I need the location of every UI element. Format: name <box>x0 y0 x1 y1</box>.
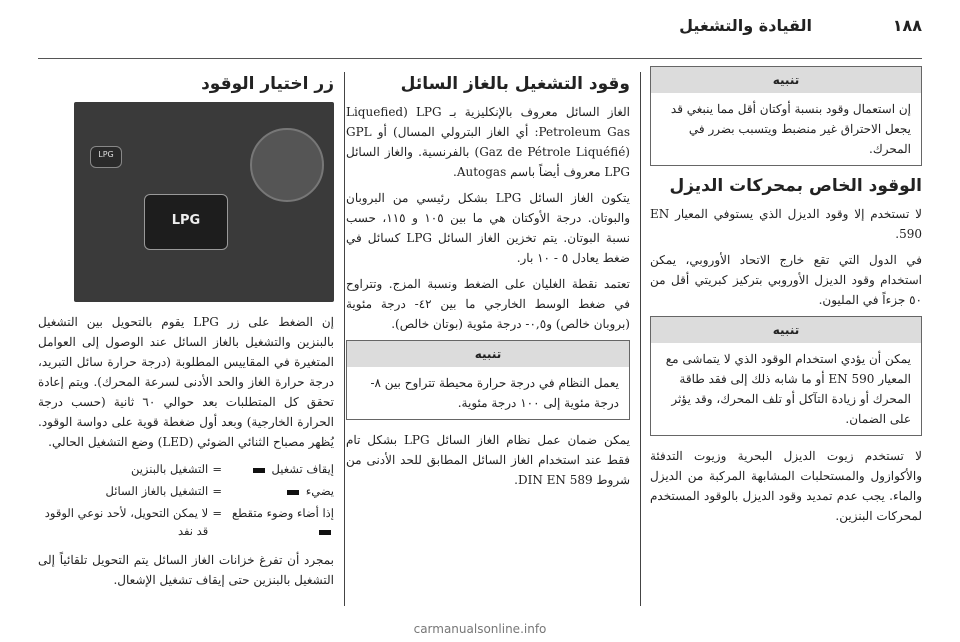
section-heading: وقود التشغيل بالغاز السائل <box>400 74 630 94</box>
lpg-button: LPG <box>144 194 228 250</box>
small-lpg-button: LPG <box>90 146 122 168</box>
note-title: تنبيه <box>651 67 921 93</box>
note-body: يعمل النظام في درجة حرارة محيطة تتراوح بين ٨- درجة مئوية إلى ١٠٠ درجة مئوية. <box>370 376 619 410</box>
column-divider <box>344 72 345 606</box>
paragraph: إن الضغط على زر LPG يقوم بالتحويل بين التشغيل بالبنزين والتشغيل بالغاز السائل عند الوصول إلى العوامل المتغيرة في المقاييس المطلوبة (درجة حرارة سائل التبريد، درجة حرارة الغاز والحد الأدنى لسرعة المحرك). ويتم إعادة تحقق كل المتطلبات بعد حوالي ٦٠ ثانية (حسب درجة الحرارة الخارجية) وبعد أول ضغطة قوية على دواسة الوقود. يُظهر مصباح الثنائي الضوئي (LED) وضع التشغيل الحالي. <box>38 315 334 449</box>
paragraph: في الدول التي تقع خارج الاتحاد الأوروبي، يمكن استخدام وقود الديزل الأوروبي بتركيز كبريتي أقل من ٥٠ جزءاً في المليون. <box>650 253 922 307</box>
note-title: تنبيه <box>347 341 629 367</box>
column-fuel-selector <box>38 66 334 610</box>
page-number: ١٨٨ <box>892 16 922 35</box>
led-icon <box>319 530 331 535</box>
led-state: إذا أضاء وضوء متقطع <box>226 502 334 542</box>
note-body: إن استعمال وقود بنسبة أوكتان أقل مما ينبغي قد يجعل الاحتراق غير منضبط ويتسبب بضرر في المحرك. <box>670 102 911 156</box>
paragraph: لا تستخدم إلا وقود الديزل الذي يستوفي المعيار EN 590. <box>650 207 922 241</box>
note-box <box>650 316 922 436</box>
paragraph: الغاز السائل معروف بالإنكليزية بـ LPG (Liquefied Petroleum Gas: أي الغاز البترولي المسال) أو GPL (Gaz de Pétrole Liquéfié) بالفرنسية. والغاز السائل LPG معروف أيضاً باسم Autogas. <box>346 105 630 179</box>
page-header <box>38 10 922 44</box>
table-row: إذا أضاء وضوء متقطع = لا يمكن التحويل، لأحد نوعي الوقود قد نفد <box>38 502 334 542</box>
paragraph: لا تستخدم زيوت الديزل البحرية وزيوت التدفئة والأكوازول والمستحلبات المشابهة المركبة من الديزل والماء. يجب عدم تمديد وقود الديزل بالوقود المستخدم لمحركات البنزين. <box>650 449 922 523</box>
watermark: carmanualsonline.info <box>413 622 547 636</box>
table-row: إيقاف تشغيل = التشغيل بالبنزين <box>38 458 334 480</box>
column-divider <box>640 72 641 606</box>
led-meaning: التشغيل بالغاز السائل <box>105 484 209 498</box>
lpg-button-photo <box>74 102 334 302</box>
section-heading: الوقود الخاص بمحركات الديزل <box>669 176 922 196</box>
page-title: القيادة والتشغيل <box>679 16 812 35</box>
note-box <box>346 340 630 420</box>
note-box <box>650 66 922 166</box>
led-icon <box>253 468 265 473</box>
section-heading: زر اختيار الوقود <box>201 74 334 94</box>
led-state: يضيء <box>226 480 334 502</box>
led-meaning: التشغيل بالبنزين <box>130 462 209 476</box>
led-state: إيقاف تشغيل <box>226 458 334 480</box>
column-lpg-fuel <box>346 66 630 610</box>
led-meaning: لا يمكن التحويل، لأحد نوعي الوقود قد نفد <box>44 506 209 538</box>
column-diesel <box>650 66 922 610</box>
note-title: تنبيه <box>651 317 921 343</box>
paragraph: يمكن ضمان عمل نظام الغاز السائل LPG بشكل تام فقط عند استخدام الغاز السائل المطابق للحد الأدنى من شروط DIN EN 589. <box>346 433 630 487</box>
control-knob <box>250 128 324 202</box>
paragraph: تعتمد نقطة الغليان على الضغط ونسبة المزج. وتتراوح في ضغط الوسط الخارجي ما بين ٤٢- درجة مئوية (بروبان خالص) و٠,٥- درجة مئوية (بوتان خالص). <box>346 277 630 331</box>
led-status-table <box>38 458 334 542</box>
note-body: يمكن أن يؤدي استخدام الوقود الذي لا يتماشى مع المعيار EN 590 أو ما شابه ذلك إلى فقد طاقة المحرك أو زيادة التآكل أو تلف المحرك، وقد يؤثر على الضمان. <box>665 352 911 426</box>
led-icon <box>287 490 299 495</box>
table-row: يضيء = التشغيل بالغاز السائل <box>38 480 334 502</box>
paragraph: بمجرد أن تفرغ خزانات الغاز السائل يتم التحويل تلقائياً إلى التشغيل بالبنزين حتى إيقاف تشغيل الإشعال. <box>38 553 334 587</box>
header-rule <box>38 58 922 59</box>
paragraph: يتكون الغاز السائل LPG بشكل رئيسي من البروبان والبوتان. درجة الأوكتان هي ما بين ١٠٥ و ١١٥، حسب نسبة البوتان. يتم تخزين الغاز السائل LPG كسائل في ضغط يعادل ٥ - ١٠ بار. <box>346 191 630 265</box>
